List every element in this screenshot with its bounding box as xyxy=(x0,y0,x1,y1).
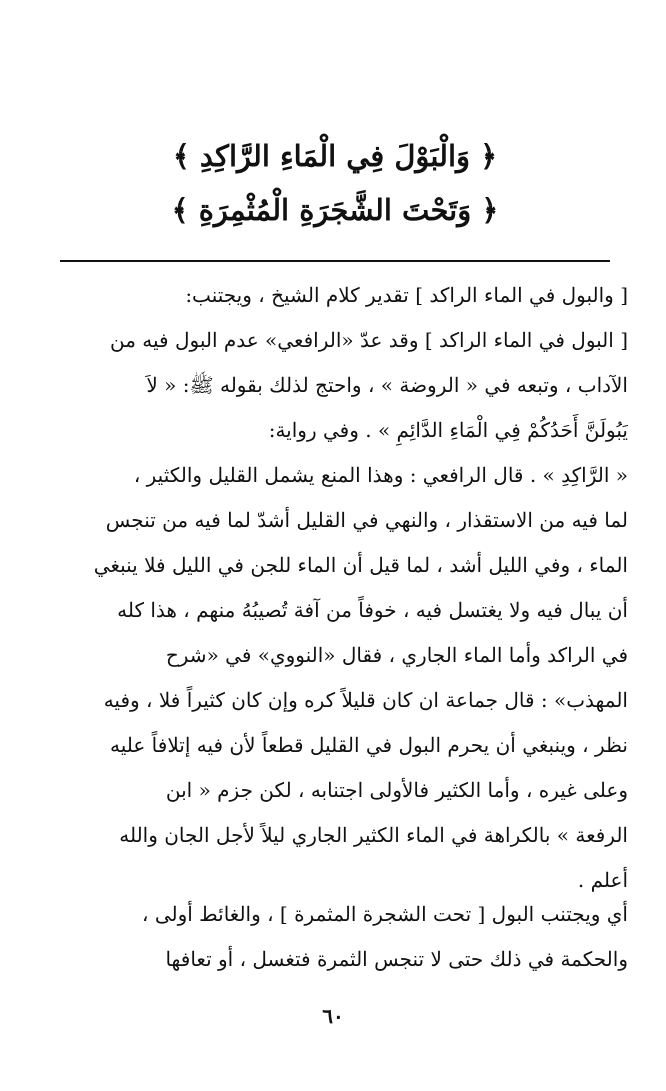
text-line: في الراكد وأما الماء الجاري ، فقال «النووي» في «شرح xyxy=(165,643,628,667)
text-line: وعلى غيره ، وأما الكثير فالأولى اجتنابه ، لكن جزم « ابن xyxy=(165,778,628,802)
commentary-paragraph-1 xyxy=(48,273,628,903)
text-line: الماء ، وفي الليل أشد ، لما قيل أن الماء للجن في الليل فلا ينبغي xyxy=(93,553,628,577)
text-line: لما فيه من الاستقذار ، والنهي في القليل أشدّ لما فيه من تنجس xyxy=(105,508,628,532)
text-line: الرفعة » بالكراهة في الماء الكثير الجاري ليلاً لأجل الجان والله xyxy=(119,823,628,847)
matn-line-2: ﴿ وَتَحْتَ الشَّجَرَةِ الْمُثْمِرَةِ ﴾ xyxy=(171,193,499,227)
text-line: المهذب» : قال جماعة ان كان قليلاً كره وإن كان كثيراً فلا ، وفيه xyxy=(103,688,628,712)
text-line: [ البول في الماء الراكد ] وقد عدّ «الرافعي» عدم البول فيه من xyxy=(109,328,628,352)
text-line: [ والبول في الماء الراكد ] تقدير كلام الشيخ ، ويجتنب: xyxy=(185,283,628,307)
text-line: أي ويجتنب البول [ تحت الشجرة المثمرة ] ، والغائط أولى ، xyxy=(142,902,628,926)
commentary-paragraph-2 xyxy=(48,892,628,982)
separator-rule xyxy=(60,260,610,262)
page-number: ٦٠ xyxy=(322,1004,344,1028)
text-line: الآداب ، وتبعه في « الروضة » ، واحتج لذلك بقوله ﷺ: « لاَ xyxy=(146,373,628,397)
text-line: أن يبال فيه ولا يغتسل فيه ، خوفاً من آفة تُصيبُهُ منهم ، هذا كله xyxy=(117,598,628,622)
matn-line-1: ﴿ وَالْبَوْلَ فِي الْمَاءِ الرَّاكِدِ ﴾ xyxy=(172,139,498,173)
text-line: أعلم . xyxy=(577,868,628,892)
text-line: نظر ، وينبغي أن يحرم البول في القليل قطعاً لأن فيه إتلافاً عليه xyxy=(110,733,628,757)
text-line: يَبُولَنَّ أَحَدُكُمْ فِي الْمَاءِ الدَّائِمِ » . وفي رواية: xyxy=(268,418,628,442)
text-line: والحكمة في ذلك حتى لا تنجس الثمرة فتغسل ، أو تعافها xyxy=(165,947,628,971)
text-line: « الرَّاكِدِ » . قال الرافعي : وهذا المنع يشمل القليل والكثير ، xyxy=(133,463,628,487)
